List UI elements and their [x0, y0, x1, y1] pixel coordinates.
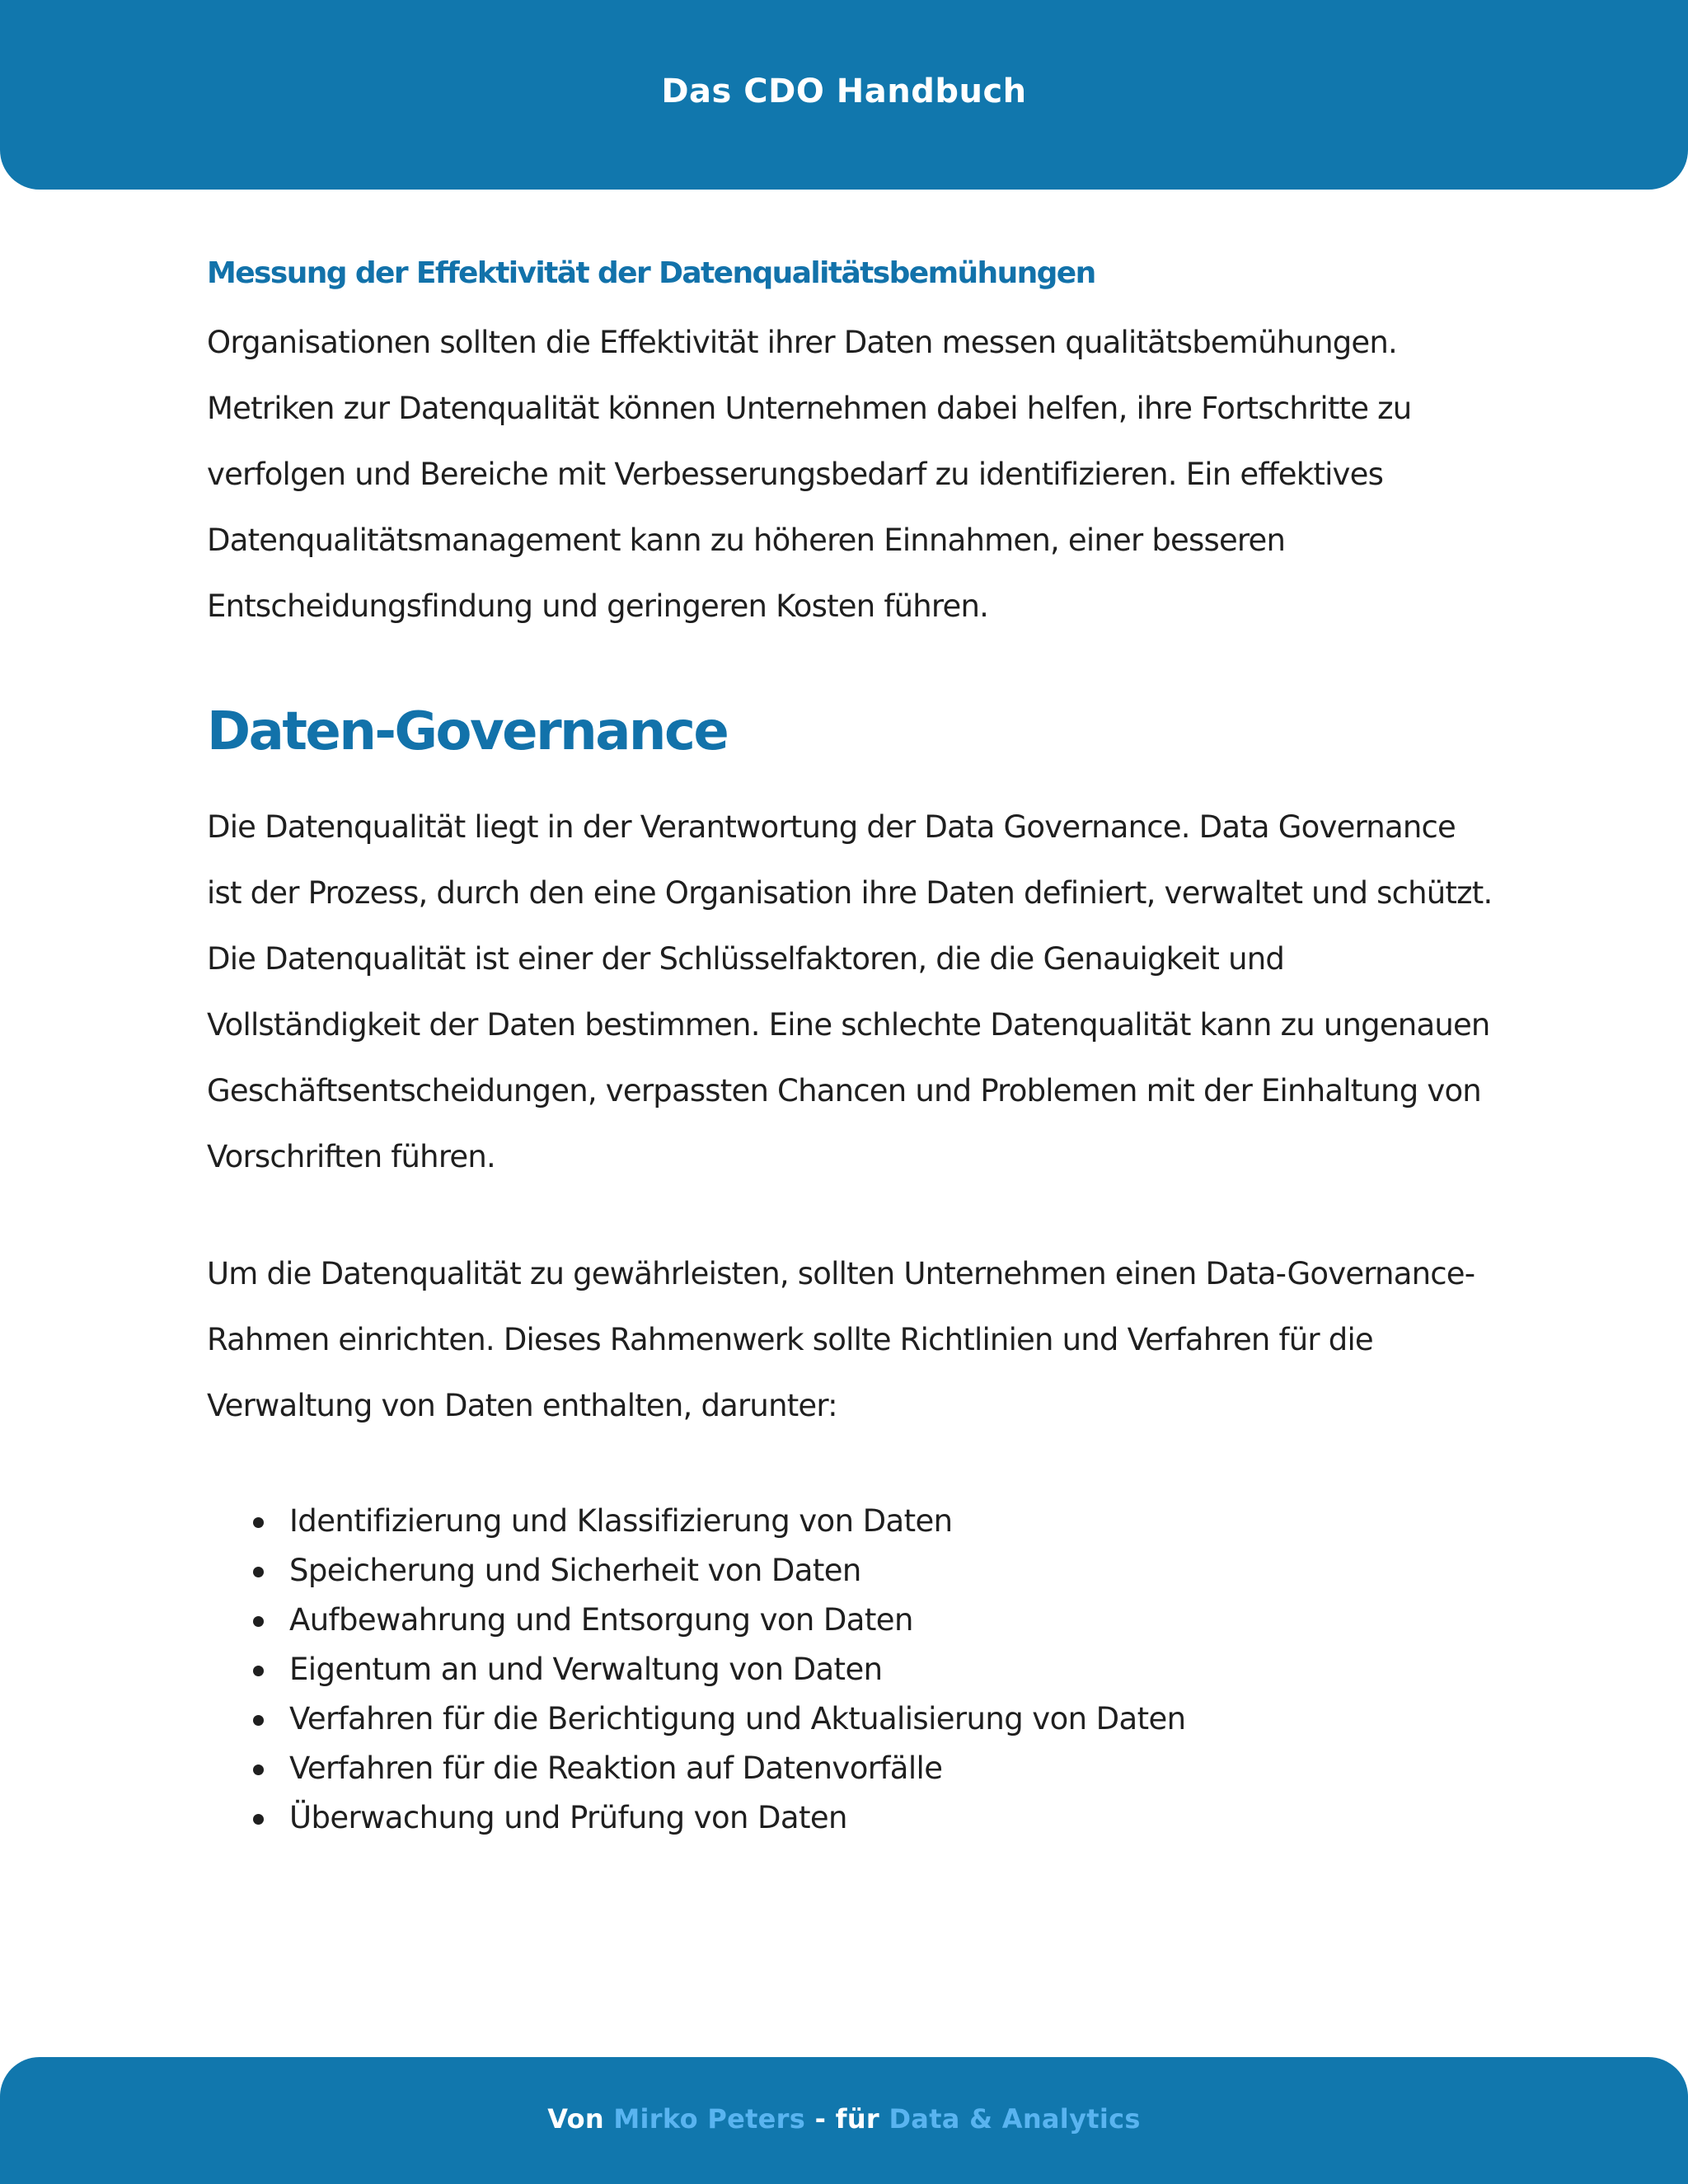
page-header	[0, 0, 1688, 190]
governance-paragraph-1: Die Datenqualität liegt in der Verantwortung der Data Governance. Data Governance ist der Prozess, durch den eine Organisation ihre Daten definiert, verwaltet und schützt. Die Datenqualität ist einer der Schlüsselfaktoren, die die Genauigkeit und Vollständigkeit der Daten bestimmen. Eine schlechte Datenqualität kann zu ungenauen Geschäftsentscheidungen, verpassten Chancen und Problemen mit der Einhaltung von Vorschriften führen.	[207, 809, 1493, 1174]
section-subheading-measurement: Messung der Effektivität der Datenqualitätsbemühungen	[207, 256, 1095, 290]
section-heading-governance: Daten-Governance	[207, 701, 728, 762]
list-item	[289, 1694, 1493, 1744]
list-item	[289, 1596, 1493, 1645]
list-item-text: Eigentum an und Verwaltung von Daten	[289, 1652, 883, 1687]
list-item	[289, 1645, 1493, 1694]
bullet-icon	[253, 1814, 264, 1825]
list-item-text: Verfahren für die Berichtigung und Aktualisierung von Daten	[289, 1701, 1186, 1736]
header-title: Das CDO Handbuch	[661, 73, 1027, 110]
list-item	[289, 1546, 1493, 1596]
footer-middle: - für	[814, 2103, 879, 2135]
footer-org: Data & Analytics	[889, 2103, 1141, 2135]
footer-prefix: Von	[547, 2103, 604, 2135]
bullet-icon	[253, 1616, 264, 1627]
bullet-icon	[253, 1715, 264, 1726]
bullet-icon	[253, 1517, 264, 1528]
list-item	[289, 1793, 1493, 1843]
list-item-text: Überwachung und Prüfung von Daten	[289, 1800, 847, 1835]
bullet-icon	[253, 1765, 264, 1775]
page-footer	[0, 2057, 1688, 2184]
list-item-text: Verfahren für die Reaktion auf Datenvorfälle	[289, 1750, 943, 1786]
list-item-text: Aufbewahrung und Entsorgung von Daten	[289, 1602, 913, 1638]
main-content	[207, 246, 1493, 1843]
footer-author: Mirko Peters	[613, 2103, 806, 2135]
bullet-icon	[253, 1567, 264, 1577]
measurement-paragraph: Organisationen sollten die Effektivität ihrer Daten messen qualitätsbemühungen. Metriken zur Datenqualität können Unternehmen dabei helfen, ihre Fortschritte zu verfolgen und Bereiche mit Verbesserungsbedarf zu identifizieren. Ein effektives Datenqualitätsmanagement kann zu höheren Einnahmen, einer besseren Entscheidungsfindung und geringeren Kosten führen.	[207, 325, 1412, 624]
governance-paragraph-2: Um die Datenqualität zu gewährleisten, sollten Unternehmen einen Data-Governance-Rahmen einrichten. Dieses Rahmenwerk sollte Richtlinien und Verfahren für die Verwaltung von Daten enthalten, darunter:	[207, 1256, 1475, 1423]
footer-credit	[0, 2103, 1688, 2135]
bullet-icon	[253, 1666, 264, 1676]
governance-bullet-list	[207, 1497, 1493, 1843]
list-item	[289, 1744, 1493, 1793]
list-item-text: Speicherung und Sicherheit von Daten	[289, 1553, 861, 1588]
list-item-text: Identifizierung und Klassifizierung von Daten	[289, 1503, 953, 1539]
list-item	[289, 1497, 1493, 1546]
